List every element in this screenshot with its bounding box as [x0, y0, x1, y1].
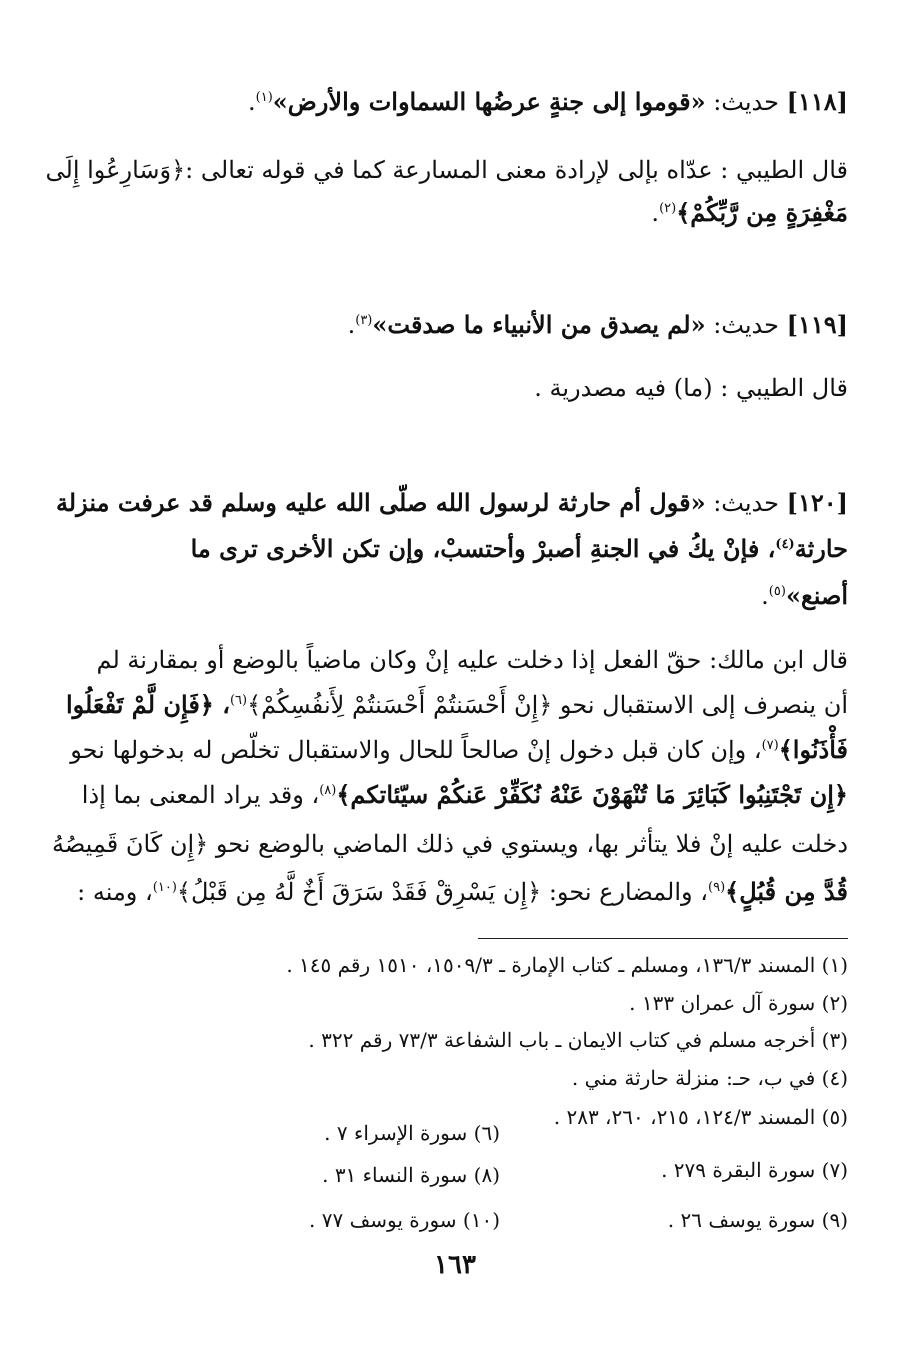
footnote-ref: (١٠): [152, 880, 177, 895]
hadith-label: حديث:: [705, 489, 787, 517]
footnote-ref: (٢): [659, 201, 677, 216]
footnote-8: (٨) سورة النساء ٣١ .: [322, 1163, 500, 1187]
hadith-text: «قوموا إلى جنةٍ عرضُها السماوات والأرض»: [272, 87, 706, 116]
footnote-ref: (٤): [775, 537, 795, 552]
commentary-120-line-5: دخلت عليه إنْ فلا يتأثر بها، ويستوي في ذلك الماضي بالوضع نحو ﴿إِن كَانَ قَمِيصُهُ: [51, 830, 848, 858]
page-number: ١٦٣: [434, 1250, 476, 1280]
commentary-118-line-2: مَغْفِرَةٍ مِن رَّبِّكُمْ﴾$^{(٢)}$.: [651, 198, 848, 227]
hadith-label: حديث:: [705, 88, 787, 116]
commentary-118-line-1: قال الطيبي : عدّاه بإلى لإرادة معنى المسارعة كما في قوله تعالى :﴿وَسَارِعُوا إِلَى: [45, 156, 848, 184]
commentary-120-line-4: ﴿إِن تَجْتَنِبُوا كَبَائِرَ مَا تُنْهَوْنَ عَنْهُ نُكَفِّرْ عَنكُمْ سيّئاتكم﴾$^{(٨)}$، وقد يراد المعنى بما إذا: [81, 780, 848, 809]
hadith-119-heading: [١١٩] حديث: «لم يصدق من الأنبياء ما صدقت»$^{(٣)}$.: [347, 310, 848, 339]
footnote-separator: [478, 938, 848, 939]
footnote-4: (٤) في ب، حـ: منزلة حارثة مني .: [571, 1066, 848, 1090]
commentary-119-line-1: قال الطيبي : (ما) فيه مصدرية .: [534, 374, 848, 402]
footnote-5: (٥) المسند ١٢٤/٣، ٢١٥، ٢٦٠، ٢٨٣ .: [553, 1105, 848, 1129]
hadith-number: [١١٨]: [786, 87, 848, 116]
footnote-3: (٣) أخرجه مسلم في كتاب الايمان ـ باب الشفاعة ٧٣/٣ رقم ٣٢٢ .: [308, 1028, 848, 1052]
footnote-6: (٦) سورة الإسراء ٧ .: [324, 1121, 500, 1145]
commentary-120-line-3: فَأْذَنُوا﴾$^{(٧)}$، وإن كان قبل دخول إنْ صالحاً للحال والاستقبال تخلّص له بدخولها نحو: [70, 735, 848, 764]
footnote-ref: (٦): [229, 693, 248, 708]
quran-quote: مَغْفِرَةٍ مِن رَّبِّكُمْ﴾: [676, 198, 848, 227]
hadith-text: «قول أم حارثة لرسول الله صلّى الله عليه وسلم قد عرفت منزلة: [55, 488, 706, 517]
footnote-9: (٩) سورة يوسف ٢٦ .: [667, 1208, 848, 1232]
footnote-ref: (٣): [355, 313, 373, 328]
footnote-ref: (٥): [768, 584, 786, 599]
footnote-1: (١) المسند ١٣٦/٣، ومسلم ـ كتاب الإمارة ـ ١٥٠٩/٣، ١٥١٠ رقم ١٤٥ .: [286, 953, 848, 977]
hadith-120-line-2: حارثة$^{(٤)}$، فإنْ يكُ في الجنةِ أصبرْ وأحتسبْ، وإن تكن الأخرى ترى ما: [190, 534, 848, 563]
commentary-120-line-1: قال ابن مالك: حقّ الفعل إذا دخلت عليه إنْ وكان ماضياً بالوضع أو بمقارنة لم: [96, 646, 848, 674]
footnote-7: (٧) سورة البقرة ٢٧٩ .: [661, 1158, 848, 1182]
hadith-label: حديث:: [705, 311, 787, 339]
commentary-120-line-2: أن ينصرف إلى الاستقبال نحو ﴿إِنْ أَحْسَنتُمْ أَحْسَنتُمْ لِأَنفُسِكُمْ﴾$^{(٦)}$، ﴿فَإِن لَّمْ تَفْعَلُوا: [65, 690, 848, 719]
hadith-120-heading: [55, 483, 848, 523]
hadith-120-line-3: أصنع»$^{(٥)}$.: [761, 581, 848, 610]
footnote-10: (١٠) سورة يوسف ٧٧ .: [309, 1208, 500, 1232]
footnote-2: (٢) سورة آل عمران ١٣٣ .: [629, 991, 848, 1015]
footnote-ref: (٧): [761, 738, 779, 753]
footnote-ref: (١): [255, 90, 273, 105]
hadith-number: [١١٩]: [786, 310, 848, 339]
hadith-text: «لم يصدق من الأنبياء ما صدقت»: [372, 310, 706, 339]
hadith-number: [١٢٠]: [786, 488, 848, 517]
hadith-118-heading: [١١٨] حديث: «قوموا إلى جنةٍ عرضُها السماوات والأرض»$^{(١)}$.: [248, 87, 848, 116]
commentary-120-line-6: قُدَّ مِن قُبُلٍ﴾$^{(٩)}$، والمضارع نحو: ﴿إِن يَسْرِقْ فَقَدْ سَرَقَ أَخٌ لَّهُ مِن قَبْلُ﴾$^{(١٠)}$، ومنه :: [77, 877, 848, 906]
footnote-ref: (٨): [319, 783, 337, 798]
footnote-ref: (٩): [708, 880, 726, 895]
